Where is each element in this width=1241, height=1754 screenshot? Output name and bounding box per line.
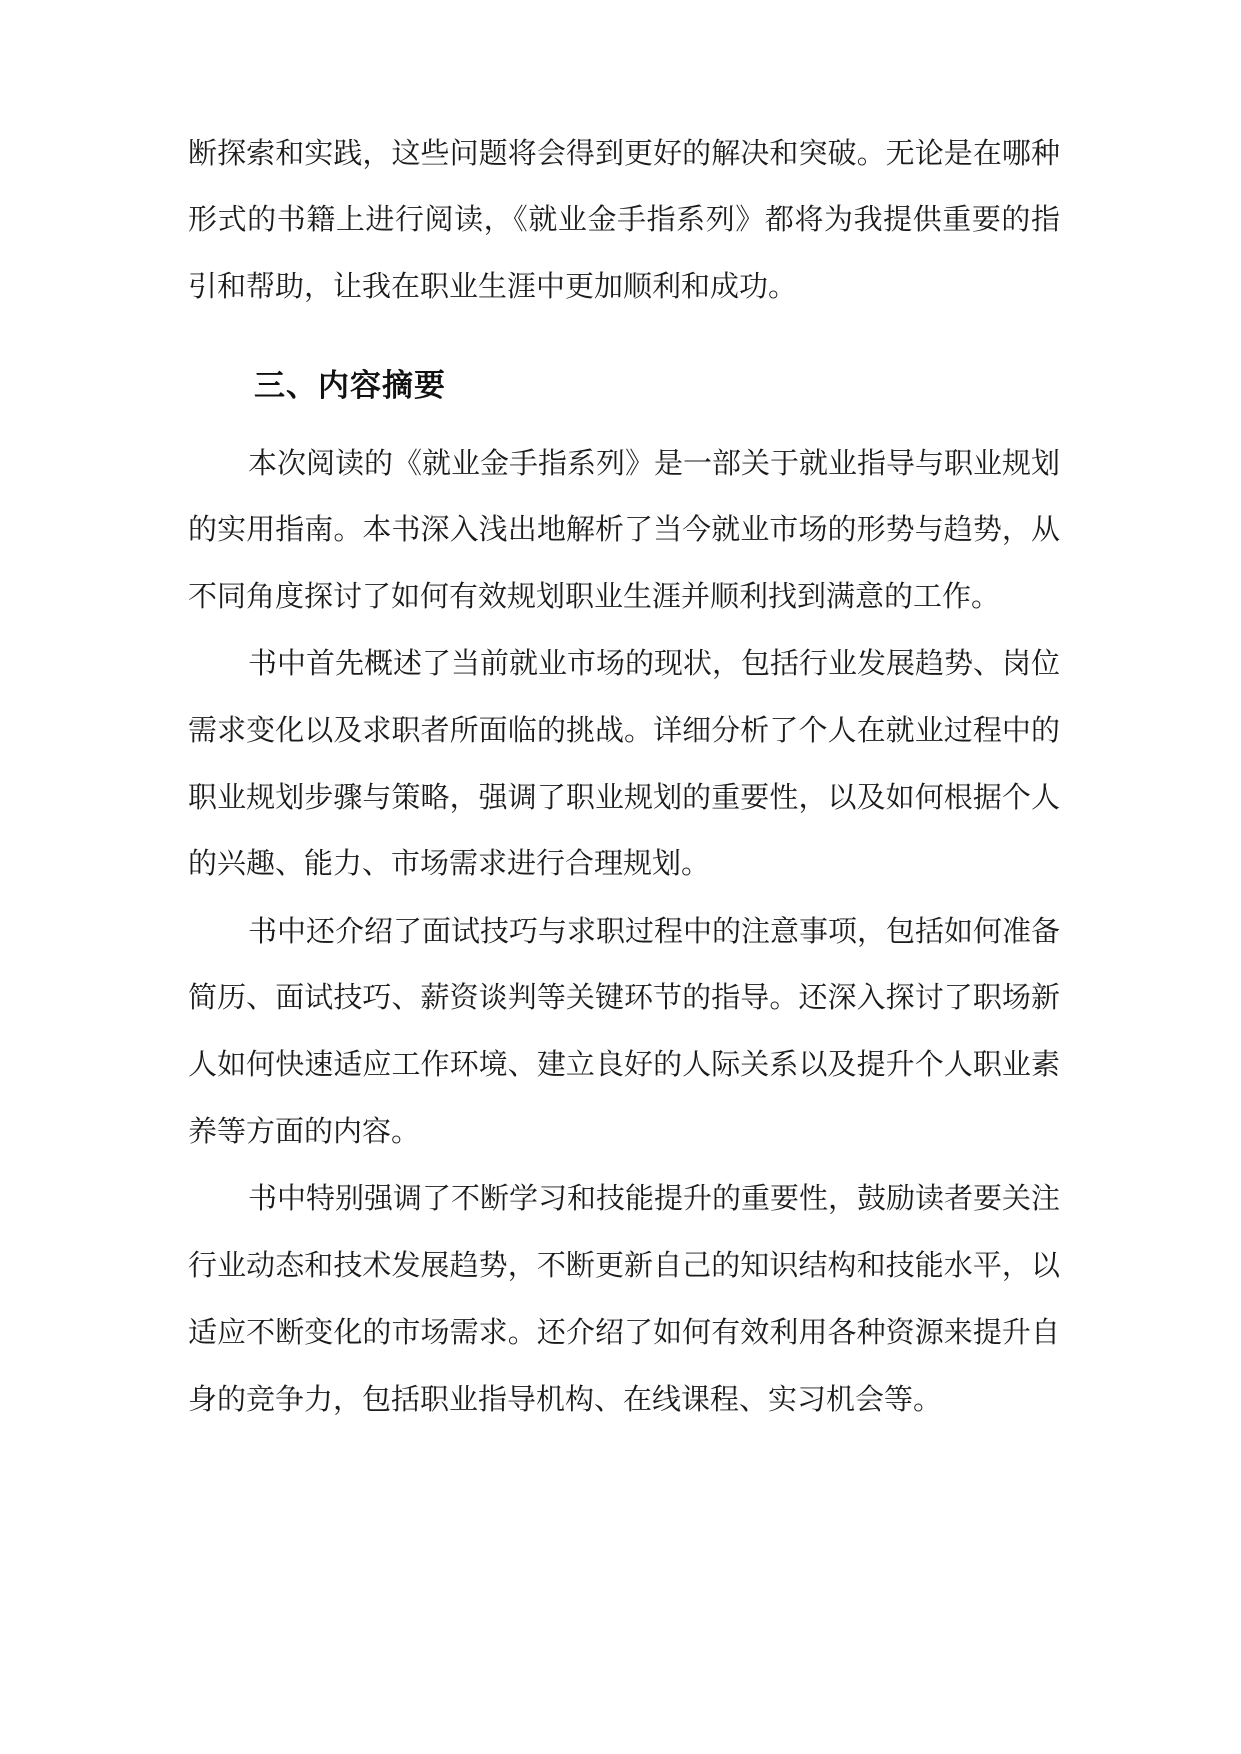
paragraph-4-line-1: 书中特别强调了不断学习和技能提升的重要性，鼓励读者要关注 bbox=[248, 1181, 1061, 1215]
paragraph-3-line-2: 简历、面试技巧、薪资谈判等关键环节的指导。还深入探讨了职场新 bbox=[188, 980, 1060, 1014]
paragraph-2-line-2: 需求变化以及求职者所面临的挑战。详细分析了个人在就业过程中的 bbox=[188, 713, 1060, 747]
paragraph-4-line-3: 适应不断变化的市场需求。还介绍了如何有效利用各种资源来提升自 bbox=[188, 1315, 1060, 1349]
paragraph-2-line-4: 的兴趣、能力、市场需求进行合理规划。 bbox=[188, 846, 711, 880]
section-heading: 三、内容摘要 bbox=[254, 368, 446, 404]
paragraph-3-line-4: 养等方面的内容。 bbox=[188, 1114, 421, 1148]
paragraph-1-line-3: 不同角度探讨了如何有效规划职业生涯并顺利找到满意的工作。 bbox=[188, 579, 1001, 613]
paragraph-1-line-2: 的实用指南。本书深入浅出地解析了当今就业市场的形势与趋势，从 bbox=[188, 512, 1060, 546]
paragraph-4-line-4: 身的竞争力，包括职业指导机构、在线课程、实习机会等。 bbox=[188, 1382, 943, 1416]
intro-line-2: 形式的书籍上进行阅读，《就业金手指系列》都将为我提供重要的指 bbox=[188, 202, 1060, 236]
paragraph-3-line-3: 人如何快速适应工作环境、建立良好的人际关系以及提升个人职业素 bbox=[188, 1047, 1060, 1081]
paragraph-4-line-2: 行业动态和技术发展趋势，不断更新自己的知识结构和技能水平，以 bbox=[188, 1248, 1060, 1282]
intro-line-3: 引和帮助，让我在职业生涯中更加顺利和成功。 bbox=[188, 269, 798, 303]
paragraph-2-line-3: 职业规划步骤与策略，强调了职业规划的重要性，以及如何根据个人 bbox=[188, 780, 1060, 814]
intro-line-1: 断探索和实践，这些问题将会得到更好的解决和突破。无论是在哪种 bbox=[188, 136, 1060, 170]
paragraph-3-line-1: 书中还介绍了面试技巧与求职过程中的注意事项，包括如何准备 bbox=[248, 914, 1061, 948]
paragraph-1-line-1: 本次阅读的《就业金手指系列》是一部关于就业指导与职业规划 bbox=[248, 446, 1061, 480]
paragraph-2-line-1: 书中首先概述了当前就业市场的现状，包括行业发展趋势、岗位 bbox=[248, 646, 1061, 680]
